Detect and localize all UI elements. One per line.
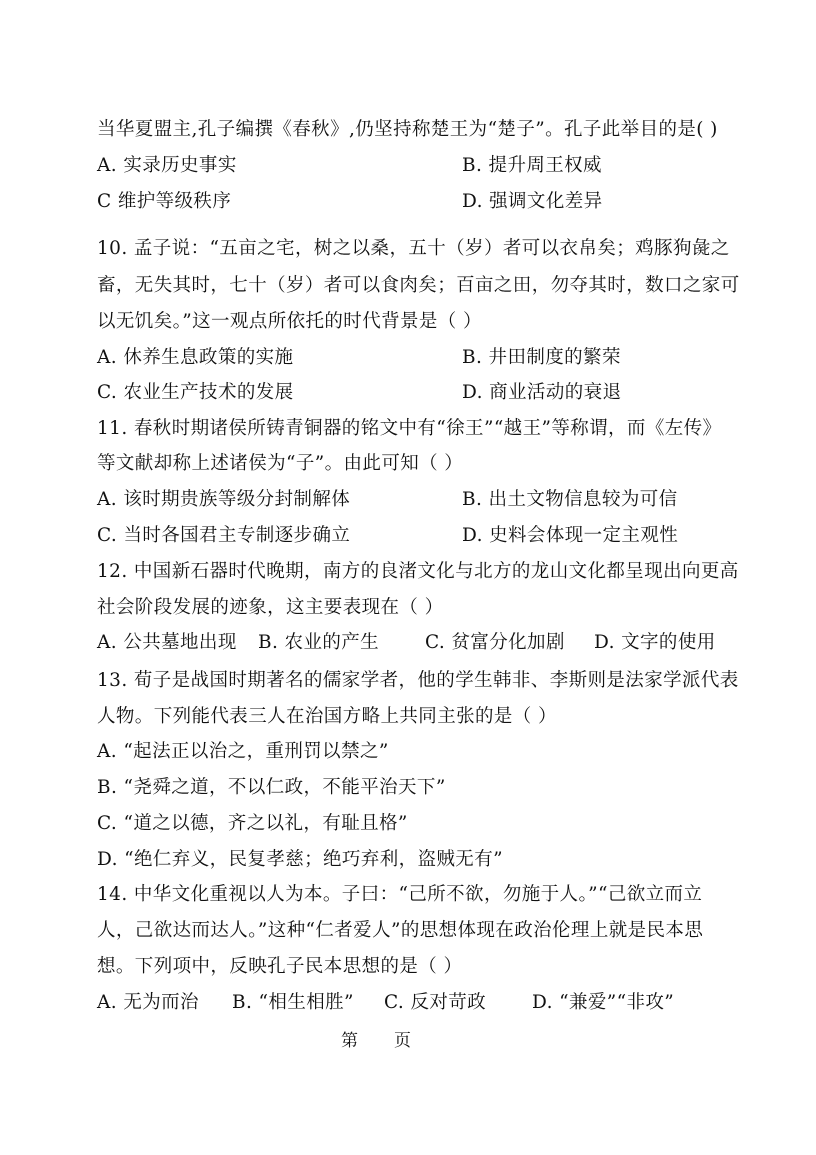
q13-option-c: C. “道之以德，齐之以礼，有耻且格” — [97, 813, 408, 834]
q9-option-b: B. 提升周王权威 — [462, 155, 602, 176]
q13-option-b: B. “尧舜之道，不以仁政，不能平治天下” — [97, 777, 446, 798]
q11-option-b: B. 出土文物信息较为可信 — [462, 489, 678, 510]
q12-option-b: B. 农业的产生 — [258, 632, 380, 653]
q11-line-2: 等文献却称上述诸侯为“子”。由此可知（ ） — [97, 453, 464, 474]
q10-option-b: B. 井田制度的繁荣 — [462, 347, 621, 368]
q10-line-2: 畜，无失其时，七十（岁）者可以食肉矣；百亩之田，勿夺其时，数口之家可 — [97, 275, 740, 296]
page-footer-ye: 页 — [394, 1031, 411, 1051]
q14-option-c: C. 反对苛政 — [384, 992, 487, 1013]
q13-option-d: D. “绝仁弃义，民复孝慈；绝巧弃利，盗贼无有” — [97, 849, 503, 870]
q9-option-a: A. 实录历史事实 — [97, 155, 237, 176]
q13-line-2: 人物。下列能代表三人在治国方略上共同主张的是（ ） — [97, 706, 557, 727]
q12-line-2: 社会阶段发展的迹象，这主要表现在（ ） — [97, 597, 444, 618]
q10-line-1: 10. 孟子说：“五亩之宅，树之以桑，五十（岁）者可以衣帛矣；鸡豚狗彘之 — [97, 238, 730, 259]
q12-option-c: C. 贫富分化加剧 — [425, 632, 565, 653]
q11-option-a: A. 该时期贵族等级分封制解体 — [97, 489, 351, 510]
q14-line-3: 想。下列项中，反映孔子民本思想的是（ ） — [97, 956, 463, 977]
q13-option-a: A. “起法正以治之，重刑罚以禁之” — [97, 741, 389, 762]
q13-line-1: 13. 荀子是战国时期著名的儒家学者，他的学生韩非、李斯则是法家学派代表 — [97, 670, 739, 691]
q14-line-1: 14. 中华文化重视以人为本。子曰：“己所不欲，勿施于人。”“己欲立而立 — [97, 884, 703, 905]
page-footer-di: 第 — [341, 1031, 358, 1051]
q12-option-d: D. 文字的使用 — [594, 632, 716, 653]
q10-option-c: C. 农业生产技术的发展 — [97, 382, 294, 403]
q14-line-2: 人，己欲达而达人。”这种“仁者爱人”的思想体现在政治伦理上就是民本思 — [97, 920, 704, 941]
q9-option-d: D. 强调文化差异 — [462, 191, 603, 212]
q14-option-b: B. “相生相胜” — [232, 992, 354, 1013]
q11-option-c: C. 当时各国君主专制逐步确立 — [97, 525, 351, 546]
q14-option-a: A. 无为而治 — [97, 992, 199, 1013]
q12-option-a: A. 公共墓地出现 — [97, 632, 237, 653]
q10-line-3: 以无饥矣。”这一观点所依托的时代背景是（ ） — [97, 311, 482, 332]
q14-option-d: D. “兼爱”“非攻” — [532, 992, 675, 1013]
q11-option-d: D. 史料会体现一定主观性 — [462, 525, 679, 546]
q11-line-1: 11. 春秋时期诸侯所铸青铜器的铭文中有“徐王”“越王”等称谓，而《左传》 — [97, 418, 722, 439]
q9-stem: 当华夏盟主,孔子编撰《春秋》,仍坚持称楚王为“楚子”。孔子此举目的是( ) — [97, 119, 718, 140]
q12-line-1: 12. 中国新石器时代晚期，南方的良渚文化与北方的龙山文化都呈现出向更高 — [97, 561, 739, 582]
q10-option-d: D. 商业活动的衰退 — [462, 382, 622, 403]
q10-option-a: A. 休养生息政策的实施 — [97, 347, 294, 368]
q9-option-c: C 维护等级秩序 — [97, 191, 232, 212]
